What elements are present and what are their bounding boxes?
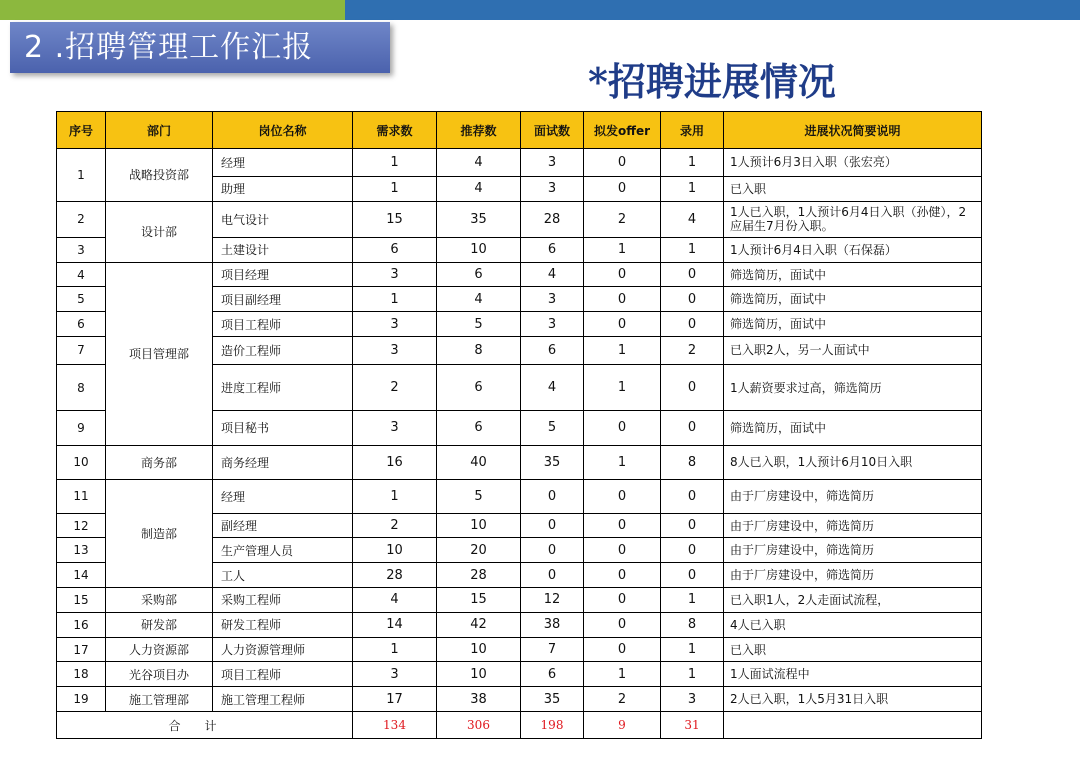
- position-cell: 项目秘书: [213, 411, 353, 445]
- progress-note-cell: 筛选简历，面试中: [724, 411, 982, 445]
- column-header: 需求数: [353, 112, 437, 149]
- column-header: 面试数: [521, 112, 584, 149]
- demand-cell: 14: [353, 612, 437, 637]
- interviewed-cell: 6: [521, 237, 584, 262]
- interviewed-cell: 0: [521, 479, 584, 513]
- top-bar-green-segment: [0, 0, 345, 20]
- recommended-cell: 38: [437, 687, 521, 712]
- position-cell: 项目工程师: [213, 662, 353, 687]
- recommended-cell: 42: [437, 612, 521, 637]
- table-row: [57, 588, 982, 613]
- progress-note-cell: 8人已入职，1人预计6月10日入职: [724, 445, 982, 479]
- demand-cell: 3: [353, 662, 437, 687]
- hired-cell: 8: [661, 445, 724, 479]
- demand-cell: 17: [353, 687, 437, 712]
- hired-cell: 8: [661, 612, 724, 637]
- interviewed-cell: 38: [521, 612, 584, 637]
- row-number-cell: 13: [57, 538, 106, 563]
- offer-cell: 1: [584, 445, 661, 479]
- hired-cell: 1: [661, 588, 724, 613]
- department-cell: 制造部: [106, 479, 213, 587]
- hired-cell: 1: [661, 637, 724, 662]
- interviewed-cell: 3: [521, 176, 584, 201]
- row-number-cell: 7: [57, 337, 106, 365]
- progress-note-cell: 由于厂房建设中，筛选简历: [724, 563, 982, 588]
- position-cell: 副经理: [213, 513, 353, 538]
- progress-note-cell: 已入职: [724, 637, 982, 662]
- row-number-cell: 17: [57, 637, 106, 662]
- offer-cell: 0: [584, 149, 661, 177]
- offer-cell: 1: [584, 662, 661, 687]
- interviewed-cell: 3: [521, 149, 584, 177]
- interviewed-cell: 0: [521, 563, 584, 588]
- table-total-row: [57, 712, 982, 739]
- row-number-cell: 2: [57, 201, 106, 237]
- hired-cell: 1: [661, 176, 724, 201]
- recommended-cell: 10: [437, 637, 521, 662]
- position-cell: 施工管理工程师: [213, 687, 353, 712]
- interviewed-cell: 28: [521, 201, 584, 237]
- hired-cell: 0: [661, 479, 724, 513]
- row-number-cell: 10: [57, 445, 106, 479]
- row-number-cell: 12: [57, 513, 106, 538]
- demand-cell: 2: [353, 364, 437, 410]
- hired-cell: 0: [661, 364, 724, 410]
- hired-cell: 1: [661, 662, 724, 687]
- demand-cell: 2: [353, 513, 437, 538]
- hired-cell: 0: [661, 513, 724, 538]
- position-cell: 研发工程师: [213, 612, 353, 637]
- department-cell: 商务部: [106, 445, 213, 479]
- progress-note-cell: 4人已入职: [724, 612, 982, 637]
- department-cell: 采购部: [106, 588, 213, 613]
- row-number-cell: 6: [57, 312, 106, 337]
- row-number-cell: 3: [57, 237, 106, 262]
- recommended-cell: 28: [437, 563, 521, 588]
- demand-cell: 3: [353, 411, 437, 445]
- column-header: 推荐数: [437, 112, 521, 149]
- position-cell: 工人: [213, 563, 353, 588]
- table-header-row: [57, 112, 982, 149]
- total-note-cell: [724, 712, 982, 739]
- position-cell: 生产管理人员: [213, 538, 353, 563]
- offer-cell: 0: [584, 176, 661, 201]
- progress-note-cell: 1人面试流程中: [724, 662, 982, 687]
- offer-cell: 0: [584, 479, 661, 513]
- row-number-cell: 14: [57, 563, 106, 588]
- interviewed-cell: 3: [521, 287, 584, 312]
- interviewed-cell: 7: [521, 637, 584, 662]
- interviewed-cell: 35: [521, 445, 584, 479]
- demand-cell: 1: [353, 149, 437, 177]
- department-cell: 人力资源部: [106, 637, 213, 662]
- position-cell: 造价工程师: [213, 337, 353, 365]
- progress-note-cell: 由于厂房建设中，筛选简历: [724, 538, 982, 563]
- recommended-cell: 20: [437, 538, 521, 563]
- table-row: [57, 262, 982, 287]
- progress-note-cell: 由于厂房建设中，筛选简历: [724, 513, 982, 538]
- interviewed-cell: 4: [521, 364, 584, 410]
- total-label: 合计: [57, 712, 353, 739]
- table-row: [57, 612, 982, 637]
- column-header: 录用: [661, 112, 724, 149]
- table-row: [57, 662, 982, 687]
- demand-cell: 3: [353, 262, 437, 287]
- row-number-cell: 9: [57, 411, 106, 445]
- recruitment-progress-table: [56, 111, 982, 739]
- offer-cell: 2: [584, 201, 661, 237]
- demand-cell: 1: [353, 287, 437, 312]
- offer-cell: 0: [584, 538, 661, 563]
- demand-cell: 1: [353, 176, 437, 201]
- top-color-bar: [0, 0, 1080, 20]
- row-number-cell: 18: [57, 662, 106, 687]
- interviewed-cell: 5: [521, 411, 584, 445]
- position-cell: 土建设计: [213, 237, 353, 262]
- offer-cell: 1: [584, 337, 661, 365]
- progress-note-cell: 1人预计6月3日入职（张宏亮）: [724, 149, 982, 177]
- hired-cell: 1: [661, 149, 724, 177]
- offer-cell: 0: [584, 312, 661, 337]
- demand-cell: 16: [353, 445, 437, 479]
- column-header: 序号: [57, 112, 106, 149]
- interviewed-cell: 6: [521, 662, 584, 687]
- hired-cell: 4: [661, 201, 724, 237]
- demand-cell: 3: [353, 312, 437, 337]
- offer-cell: 0: [584, 588, 661, 613]
- position-cell: 项目工程师: [213, 312, 353, 337]
- demand-cell: 1: [353, 637, 437, 662]
- interviewed-cell: 35: [521, 687, 584, 712]
- row-number-cell: 19: [57, 687, 106, 712]
- demand-cell: 4: [353, 588, 437, 613]
- progress-note-cell: 已入职2人，另一人面试中: [724, 337, 982, 365]
- department-cell: 项目管理部: [106, 262, 213, 445]
- department-cell: 设计部: [106, 201, 213, 262]
- column-header: 岗位名称: [213, 112, 353, 149]
- page-subtitle: *招聘进展情况: [588, 59, 836, 104]
- section-title: 2 .招聘管理工作汇报: [10, 22, 390, 73]
- hired-cell: 0: [661, 262, 724, 287]
- table-row: [57, 201, 982, 237]
- total-hired-cell: 31: [661, 712, 724, 739]
- demand-cell: 15: [353, 201, 437, 237]
- position-cell: 人力资源管理师: [213, 637, 353, 662]
- hired-cell: 0: [661, 287, 724, 312]
- recommended-cell: 6: [437, 411, 521, 445]
- hired-cell: 0: [661, 563, 724, 588]
- department-cell: 光谷项目办: [106, 662, 213, 687]
- row-number-cell: 16: [57, 612, 106, 637]
- progress-note-cell: 1人薪资要求过高，筛选简历: [724, 364, 982, 410]
- total-offer-cell: 9: [584, 712, 661, 739]
- progress-note-cell: 筛选简历，面试中: [724, 262, 982, 287]
- hired-cell: 1: [661, 237, 724, 262]
- recommended-cell: 6: [437, 262, 521, 287]
- column-header: 进展状况简要说明: [724, 112, 982, 149]
- table-row: [57, 445, 982, 479]
- demand-cell: 10: [353, 538, 437, 563]
- position-cell: 进度工程师: [213, 364, 353, 410]
- recommended-cell: 4: [437, 149, 521, 177]
- progress-note-cell: 已入职: [724, 176, 982, 201]
- offer-cell: 0: [584, 411, 661, 445]
- position-cell: 电气设计: [213, 201, 353, 237]
- total-interviewed-cell: 198: [521, 712, 584, 739]
- demand-cell: 1: [353, 479, 437, 513]
- position-cell: 经理: [213, 149, 353, 177]
- offer-cell: 0: [584, 513, 661, 538]
- row-number-cell: 1: [57, 149, 106, 202]
- position-cell: 项目副经理: [213, 287, 353, 312]
- top-bar-blue-segment: [345, 0, 1080, 20]
- column-header: 部门: [106, 112, 213, 149]
- position-cell: 经理: [213, 479, 353, 513]
- position-cell: 商务经理: [213, 445, 353, 479]
- table-row: [57, 479, 982, 513]
- position-cell: 助理: [213, 176, 353, 201]
- hired-cell: 0: [661, 312, 724, 337]
- position-cell: 项目经理: [213, 262, 353, 287]
- offer-cell: 1: [584, 364, 661, 410]
- hired-cell: 2: [661, 337, 724, 365]
- interviewed-cell: 4: [521, 262, 584, 287]
- table-row: [57, 149, 982, 177]
- progress-note-cell: 已入职1人，2人走面试流程，: [724, 588, 982, 613]
- recommended-cell: 10: [437, 662, 521, 687]
- progress-note-cell: 1人预计6月4日入职（石保磊）: [724, 237, 982, 262]
- recommended-cell: 35: [437, 201, 521, 237]
- row-number-cell: 4: [57, 262, 106, 287]
- offer-cell: 0: [584, 262, 661, 287]
- total-recommended-cell: 306: [437, 712, 521, 739]
- recommended-cell: 8: [437, 337, 521, 365]
- position-cell: 采购工程师: [213, 588, 353, 613]
- progress-note-cell: 筛选简历，面试中: [724, 287, 982, 312]
- row-number-cell: 15: [57, 588, 106, 613]
- interviewed-cell: 0: [521, 513, 584, 538]
- department-cell: 研发部: [106, 612, 213, 637]
- recommended-cell: 10: [437, 513, 521, 538]
- column-header: 拟发offer: [584, 112, 661, 149]
- recommended-cell: 15: [437, 588, 521, 613]
- interviewed-cell: 0: [521, 538, 584, 563]
- row-number-cell: 8: [57, 364, 106, 410]
- progress-note-cell: 1人已入职，1人预计6月4日入职（孙健），2应届生7月份入职。: [724, 201, 982, 237]
- offer-cell: 2: [584, 687, 661, 712]
- demand-cell: 28: [353, 563, 437, 588]
- progress-note-cell: 由于厂房建设中，筛选简历: [724, 479, 982, 513]
- recommended-cell: 4: [437, 287, 521, 312]
- hired-cell: 0: [661, 538, 724, 563]
- offer-cell: 0: [584, 637, 661, 662]
- recommended-cell: 6: [437, 364, 521, 410]
- offer-cell: 1: [584, 237, 661, 262]
- department-cell: 战略投资部: [106, 149, 213, 202]
- department-cell: 施工管理部: [106, 687, 213, 712]
- interviewed-cell: 6: [521, 337, 584, 365]
- recommended-cell: 10: [437, 237, 521, 262]
- recommended-cell: 5: [437, 312, 521, 337]
- interviewed-cell: 12: [521, 588, 584, 613]
- demand-cell: 3: [353, 337, 437, 365]
- recommended-cell: 4: [437, 176, 521, 201]
- hired-cell: 0: [661, 411, 724, 445]
- total-demand-cell: 134: [353, 712, 437, 739]
- table-row: [57, 687, 982, 712]
- row-number-cell: 11: [57, 479, 106, 513]
- hired-cell: 3: [661, 687, 724, 712]
- offer-cell: 0: [584, 563, 661, 588]
- progress-note-cell: 筛选简历，面试中: [724, 312, 982, 337]
- offer-cell: 0: [584, 612, 661, 637]
- progress-note-cell: 2人已入职，1人5月31日入职: [724, 687, 982, 712]
- table-row: [57, 637, 982, 662]
- recommended-cell: 5: [437, 479, 521, 513]
- recommended-cell: 40: [437, 445, 521, 479]
- row-number-cell: 5: [57, 287, 106, 312]
- interviewed-cell: 3: [521, 312, 584, 337]
- demand-cell: 6: [353, 237, 437, 262]
- offer-cell: 0: [584, 287, 661, 312]
